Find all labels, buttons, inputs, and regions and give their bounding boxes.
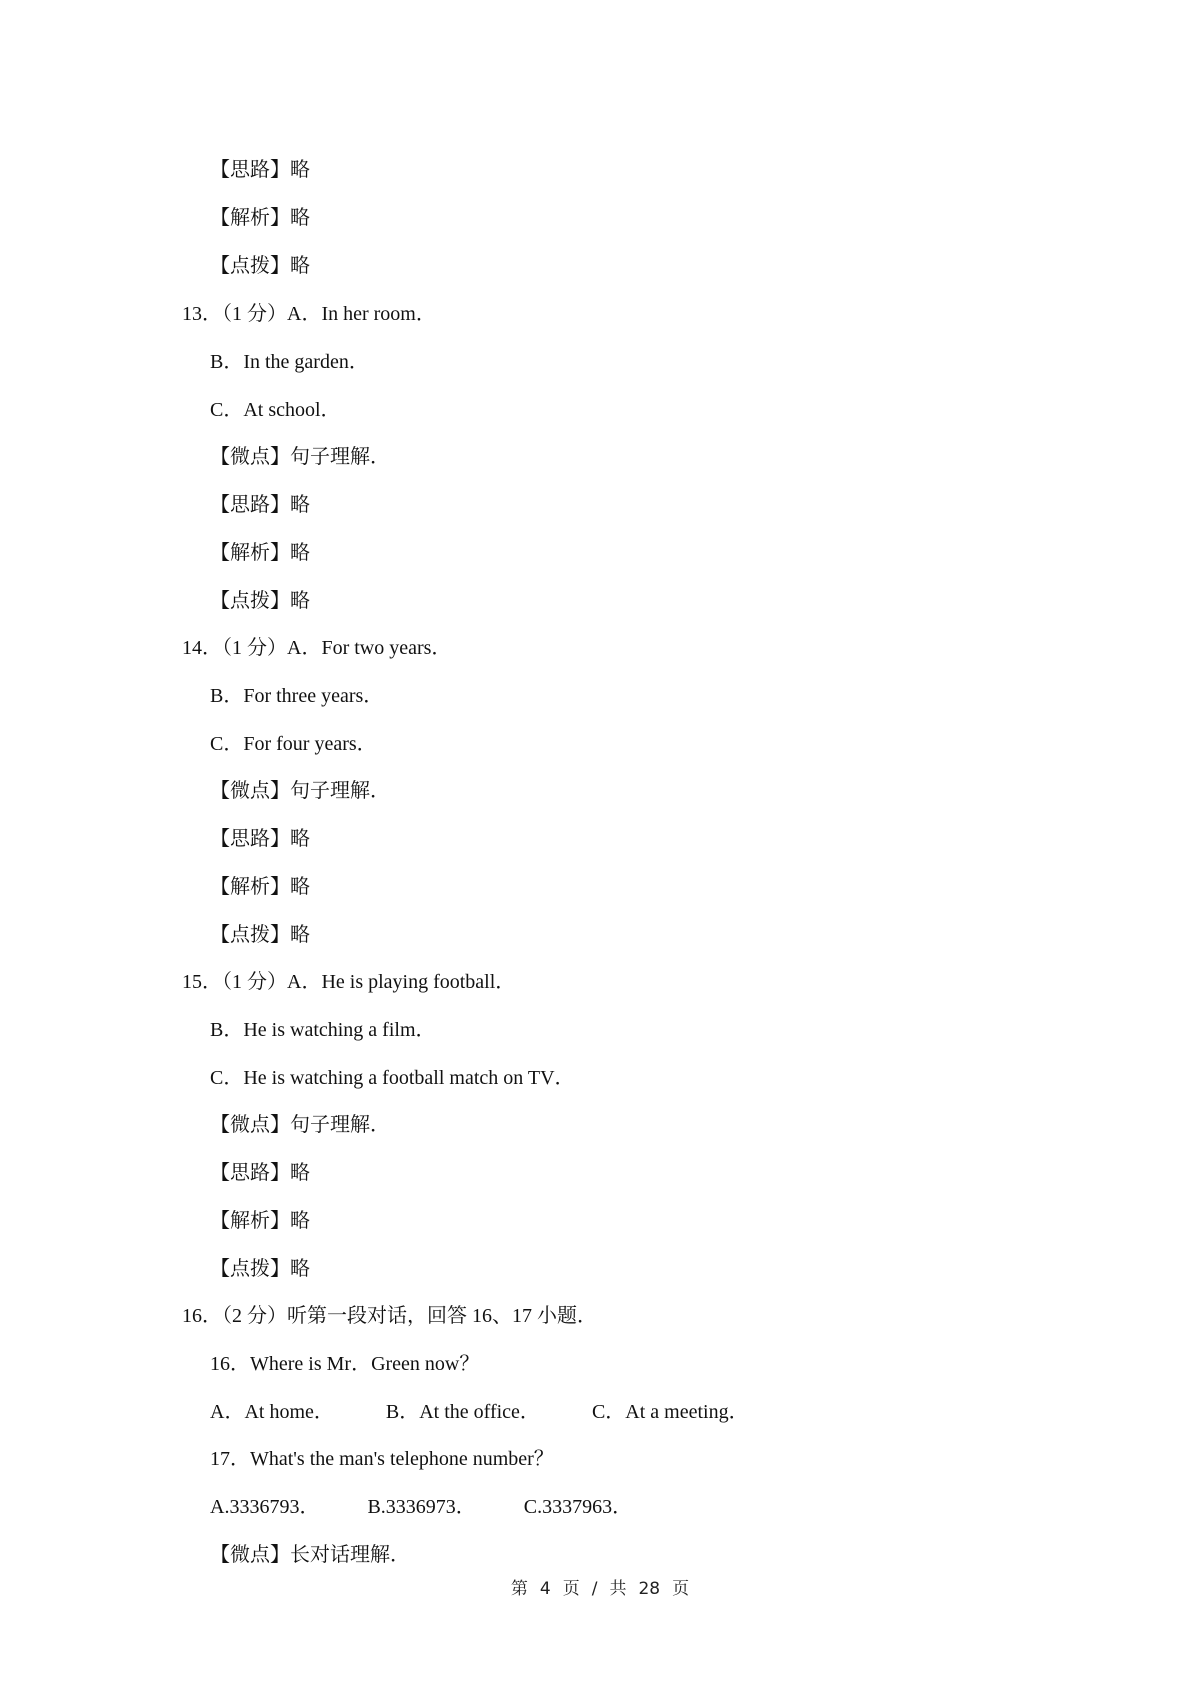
subquestion-16-option-a: A．At home．: [210, 1401, 334, 1423]
question-15-option-b: B．He is watching a film．: [210, 1019, 436, 1041]
question-14-option-b: B．For three years．: [210, 685, 384, 707]
page-footer: [0, 1577, 1200, 1601]
footer-separator: /: [591, 1579, 598, 1599]
footer-suffix: 页: [672, 1579, 690, 1599]
question-15-thinking: 【思路】略: [210, 1162, 310, 1184]
question-13-stem: 13．（1 分）A．In her room．: [182, 303, 436, 325]
question-15-tip: 【点拨】略: [210, 1258, 310, 1280]
question-13-option-c: C．At school．: [210, 399, 341, 421]
subquestion-16-option-c: C．At a meeting．: [591, 1401, 749, 1423]
question-15-stem: 15．（1 分）A．He is playing football．: [182, 971, 516, 993]
question-13-option-b: B．In the garden．: [210, 351, 369, 373]
question-13-thinking: 【思路】略: [210, 494, 310, 516]
analysis-explanation: 【解析】略: [210, 207, 310, 229]
question-14-micro-point: 【微点】句子理解．: [210, 780, 390, 802]
question-13-tip: 【点拨】略: [210, 590, 310, 612]
subquestion-17-option-b: B.3336973．: [367, 1496, 476, 1518]
subquestion-17-options: [210, 1493, 632, 1521]
subquestion-17-option-c: C.3337963．: [523, 1496, 633, 1518]
analysis-thinking: 【思路】略: [210, 159, 310, 181]
question-13-micro-point: 【微点】句子理解．: [210, 446, 390, 468]
question-14-thinking: 【思路】略: [210, 828, 310, 850]
question-16-stem: 16．（2 分）听第一段对话，回答 16、17 小题．: [182, 1305, 597, 1327]
question-14-stem: 14．（1 分）A．For two years．: [182, 637, 452, 659]
footer-prefix: 第: [510, 1579, 528, 1599]
footer-page-word: 页: [562, 1579, 580, 1599]
subquestion-16: 16．Where is Mr．Green now？: [210, 1353, 480, 1375]
question-16-micro-point: 【微点】长对话理解．: [210, 1544, 410, 1566]
analysis-tip: 【点拨】略: [210, 255, 310, 277]
question-13-explanation: 【解析】略: [210, 542, 310, 564]
subquestion-16-options: [210, 1398, 749, 1426]
question-15-micro-point: 【微点】句子理解．: [210, 1114, 390, 1136]
subquestion-17: 17．What's the man's telephone number？: [210, 1448, 554, 1470]
footer-current-page: 4: [539, 1579, 551, 1599]
footer-total-prefix: 共: [609, 1579, 627, 1599]
question-15-explanation: 【解析】略: [210, 1210, 310, 1232]
subquestion-17-option-a: A.3336793．: [210, 1496, 320, 1518]
footer-total-pages: 28: [638, 1579, 661, 1599]
question-14-explanation: 【解析】略: [210, 876, 310, 898]
subquestion-16-option-b: B．At the office．: [385, 1401, 540, 1423]
question-15-option-c: C．He is watching a football match on TV．: [210, 1067, 575, 1089]
question-14-option-c: C．For four years．: [210, 733, 377, 755]
question-14-tip: 【点拨】略: [210, 924, 310, 946]
